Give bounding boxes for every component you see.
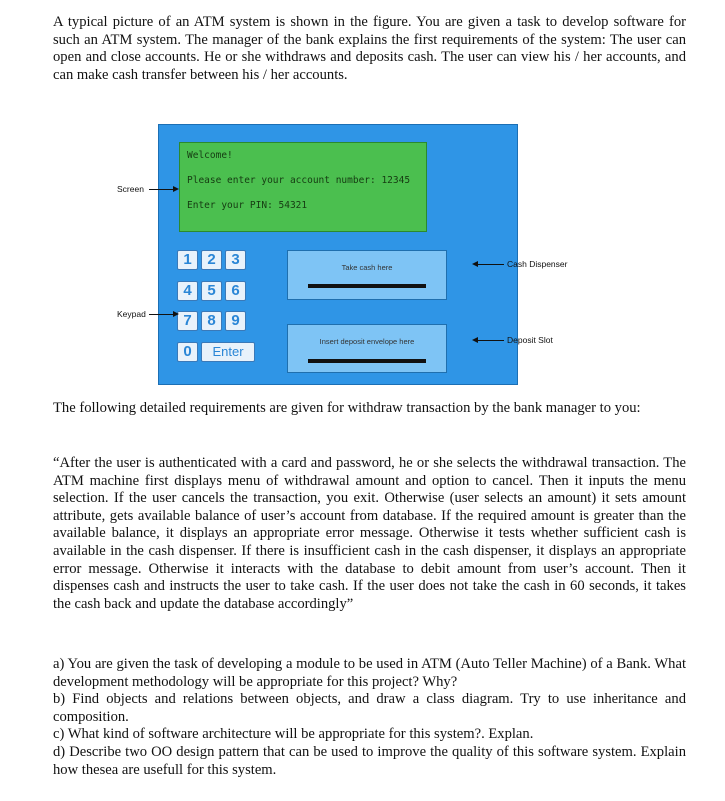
key-8[interactable]: 8 [201, 311, 222, 331]
question-b: b) Find objects and relations between objects, and draw a class diagram. Try to use inheritance and composition. [53, 691, 686, 725]
requirements-intro: The following detailed requirements are given for withdraw transaction by the bank manager to you: [53, 400, 641, 416]
key-9[interactable]: 9 [225, 311, 246, 331]
question-a: a) You are given the task of developing a module to be used in ATM (Auto Teller Machine) of a Bank. What development methodology will be appropriate for this project? Why? [53, 656, 686, 690]
deposit-slot-panel [287, 324, 447, 373]
atm-screen [179, 142, 427, 232]
cash-slot[interactable] [308, 284, 426, 288]
cash-callout-line [478, 264, 504, 265]
intro-paragraph: A typical picture of an ATM system is shown in the figure. You are given a task to develop software for such an ATM system. The manager of the bank explains the first requirements of the system: The user can open and close accounts. He or she withdraws and deposits cash. The user can view his / her accounts, and can make cash transfer between his / her accounts. [53, 14, 686, 83]
key-enter[interactable]: Enter [201, 342, 255, 362]
cash-panel-text: Take cash here [341, 263, 393, 272]
key-0[interactable]: 0 [177, 342, 198, 362]
question-c: c) What kind of software architecture will be appropriate for this system?. Explan. [53, 726, 534, 743]
screen-pin-prompt: Enter your PIN: 54321 [187, 200, 308, 211]
cash-dispenser-panel [287, 250, 447, 300]
key-3[interactable]: 3 [225, 250, 246, 270]
key-5[interactable]: 5 [201, 281, 222, 301]
deposit-slot[interactable] [308, 359, 426, 363]
keypad-callout-arrow [173, 311, 179, 317]
questions-list [53, 656, 686, 779]
screen-welcome-text: Welcome! [187, 150, 233, 161]
screen-callout-arrow [173, 186, 179, 192]
atm-body [158, 124, 518, 385]
key-7[interactable]: 7 [177, 311, 198, 331]
key-2[interactable]: 2 [201, 250, 222, 270]
screen-callout-line [149, 189, 173, 190]
requirements-quote: “After the user is authenticated with a card and password, he or she selects the withdrawal transaction. The ATM machine first displays menu of withdrawal amount and option to cancel. Then it inputs the menu selection. If the user cancels the transaction, you exit. Otherwise (user selects an amount) it sets amount attribute, gets available balance of user’s account from database. If the required amount is greater than the available balance, it displays an appropriate error message. Otherwise it tests whether sufficient cash is available in the cash dispenser. If there is insufficient cash in the cash dispenser, it displays an appropriate error message. Otherwise it interacts with the database to debit amount from user’s account. Then it dispenses cash and instructs the user to take cash. If the user does not take the cash in 60 seconds, it takes the cash back and update the database accordingly” [53, 455, 686, 612]
atm-figure [107, 111, 577, 387]
key-6[interactable]: 6 [225, 281, 246, 301]
key-4[interactable]: 4 [177, 281, 198, 301]
key-1[interactable]: 1 [177, 250, 198, 270]
deposit-callout-line [478, 340, 504, 341]
label-keypad: Keypad [117, 309, 146, 319]
label-cash-dispenser: Cash Dispenser [507, 259, 568, 269]
keypad-callout-line [149, 314, 173, 315]
screen-account-prompt: Please enter your account number: 12345 [187, 175, 411, 186]
deposit-panel-text: Insert deposit envelope here [319, 337, 415, 346]
label-deposit-slot: Deposit Slot [507, 335, 553, 345]
label-screen: Screen [117, 184, 144, 194]
question-d: d) Describe two OO design pattern that can be used to improve the quality of this software system. Explain how thesea are usefull for this system. [53, 743, 686, 778]
